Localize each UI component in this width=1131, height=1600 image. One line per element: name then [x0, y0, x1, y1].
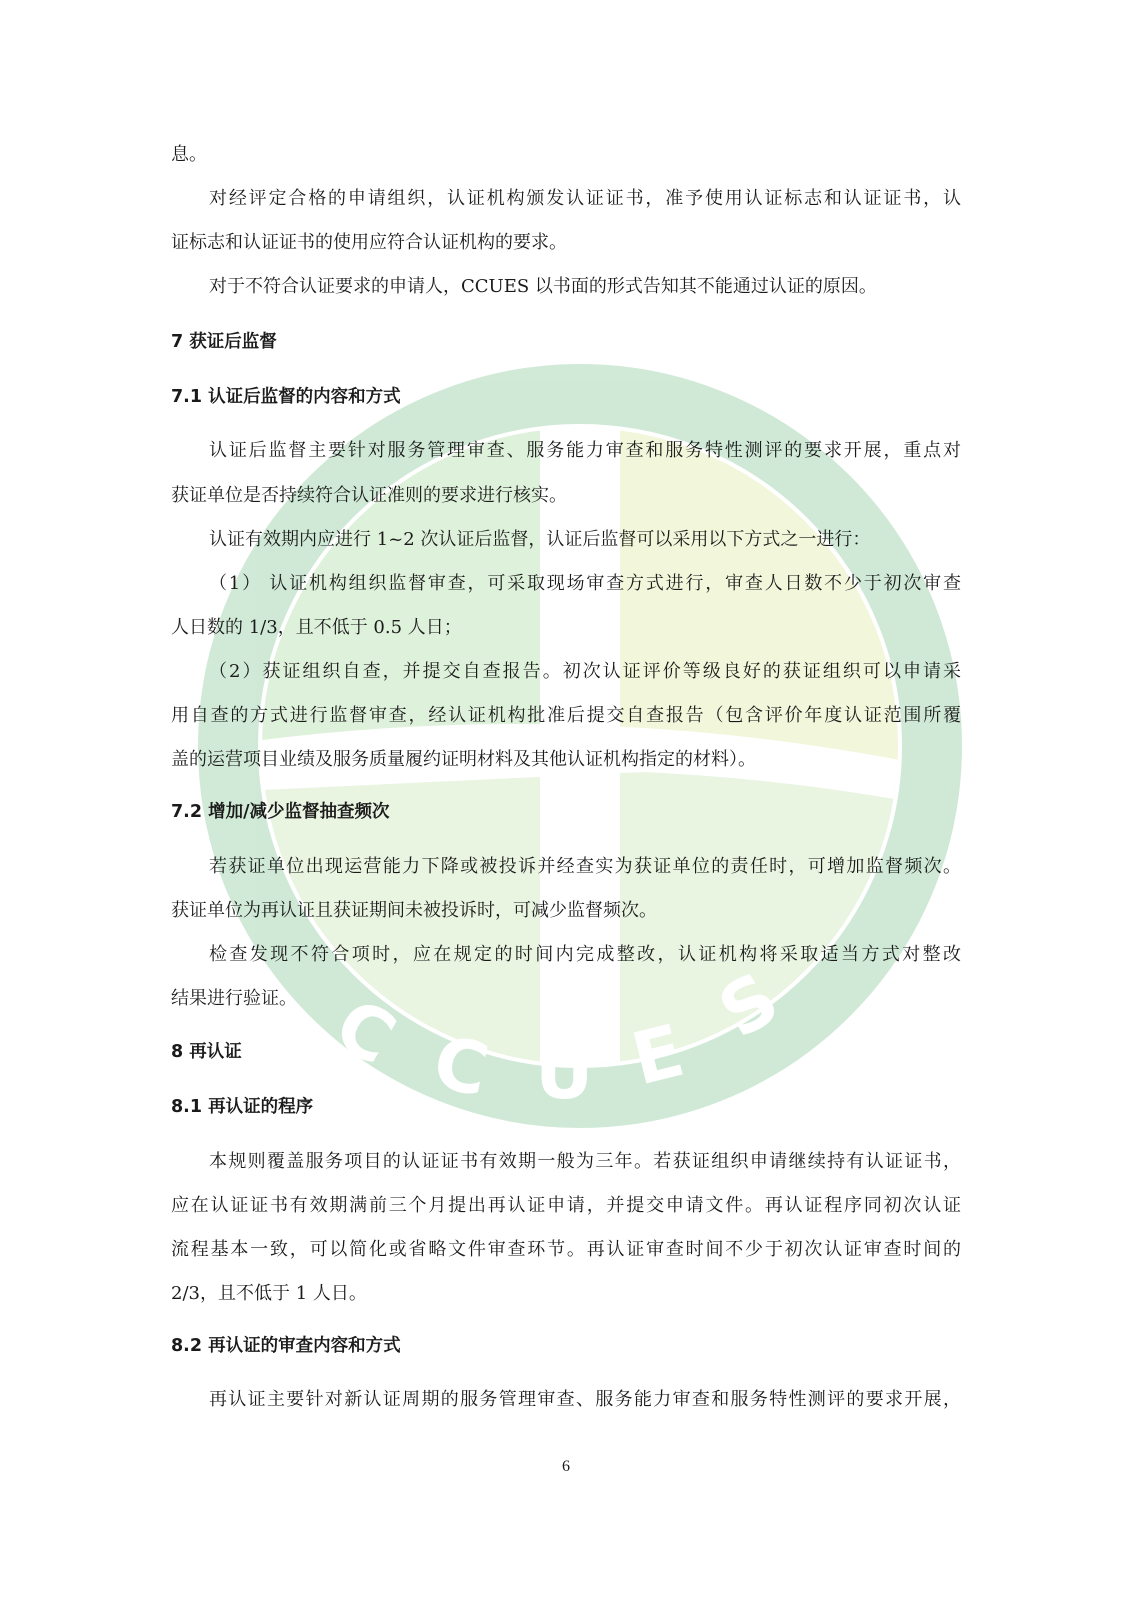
- subsection-heading: 7.1 认证后监督的内容和方式: [171, 387, 401, 407]
- paragraph-line: 认证后监督主要针对服务管理审查、服务能力审查和服务特性测评的要求开展，重点对: [209, 440, 961, 461]
- section-heading: 7 获证后监督: [171, 332, 277, 352]
- paragraph-line: 应在认证证书有效期满前三个月提出再认证申请，并提交申请文件。再认证程序同初次认证: [171, 1195, 961, 1216]
- paragraph-line: 对经评定合格的申请组织，认证机构颁发认证证书，准予使用认证标志和认证证书，认: [209, 188, 961, 209]
- paragraph-line: 对于不符合认证要求的申请人，CCUES 以书面的形式告知其不能通过认证的原因。: [209, 276, 877, 297]
- page-number: 6: [562, 1458, 570, 1475]
- subsection-heading: 8.1 再认证的程序: [171, 1097, 314, 1117]
- paragraph-line: 本规则覆盖服务项目的认证证书有效期一般为三年。若获证组织申请继续持有认证证书，: [209, 1151, 961, 1172]
- list-item-line: 用自查的方式进行监督审查，经认证机构批准后提交自查报告（包含评价年度认证范围所覆: [171, 705, 961, 726]
- watermark-letter-c1: C: [321, 981, 410, 1082]
- paragraph-line: 若获证单位出现运营能力下降或被投诉并经查实为获证单位的责任时，可增加监督频次。: [209, 856, 961, 877]
- list-item-line: （2）获证组织自查，并提交自查报告。初次认证评价等级良好的获证组织可以申请采: [209, 661, 961, 682]
- subsection-heading: 7.2 增加/减少监督抽查频次: [171, 802, 390, 822]
- paragraph-line: 获证单位为再认证且获证期间未被投诉时，可减少监督频次。: [171, 900, 657, 921]
- document-page: [171, 0, 961, 1600]
- paragraph-line: 再认证主要针对新认证周期的服务管理审查、服务能力审查和服务特性测评的要求开展，: [209, 1389, 961, 1410]
- watermark-letter-s: S: [704, 955, 793, 1055]
- list-item-line: 人日数的 1/3，且不低于 0.5 人日；: [171, 617, 462, 638]
- paragraph-line: 流程基本一致，可以简化或省略文件审查环节。再认证审查时间不少于初次认证审查时间的: [171, 1239, 961, 1260]
- list-item-line: （1） 认证机构组织监督审查，可采取现场审查方式进行，审查人日数不少于初次审查: [209, 573, 961, 594]
- watermark-letter-e: E: [623, 1008, 692, 1102]
- watermark-letter-c2: C: [426, 1019, 496, 1113]
- paragraph-line: 息。: [171, 144, 207, 165]
- paragraph-line: 结果进行验证。: [171, 988, 297, 1009]
- paragraph-line: 2/3，且不低于 1 人日。: [171, 1283, 367, 1304]
- paragraph-line: 检查发现不符合项时，应在规定的时间内完成整改，认证机构将采取适当方式对整改: [209, 944, 961, 965]
- section-heading: 8 再认证: [171, 1042, 242, 1062]
- subsection-heading: 8.2 再认证的审查内容和方式: [171, 1336, 401, 1356]
- paragraph-line: 获证单位是否持续符合认证准则的要求进行核实。: [171, 485, 567, 506]
- paragraph-line: 证标志和认证证书的使用应符合认证机构的要求。: [171, 232, 567, 253]
- watermark-letter-u: U: [535, 1031, 594, 1115]
- paragraph-line: 认证有效期内应进行 1~2 次认证后监督，认证后监督可以采用以下方式之一进行：: [209, 529, 871, 550]
- list-item-line: 盖的运营项目业绩及服务质量履约证明材料及其他认证机构指定的材料）。: [171, 749, 756, 770]
